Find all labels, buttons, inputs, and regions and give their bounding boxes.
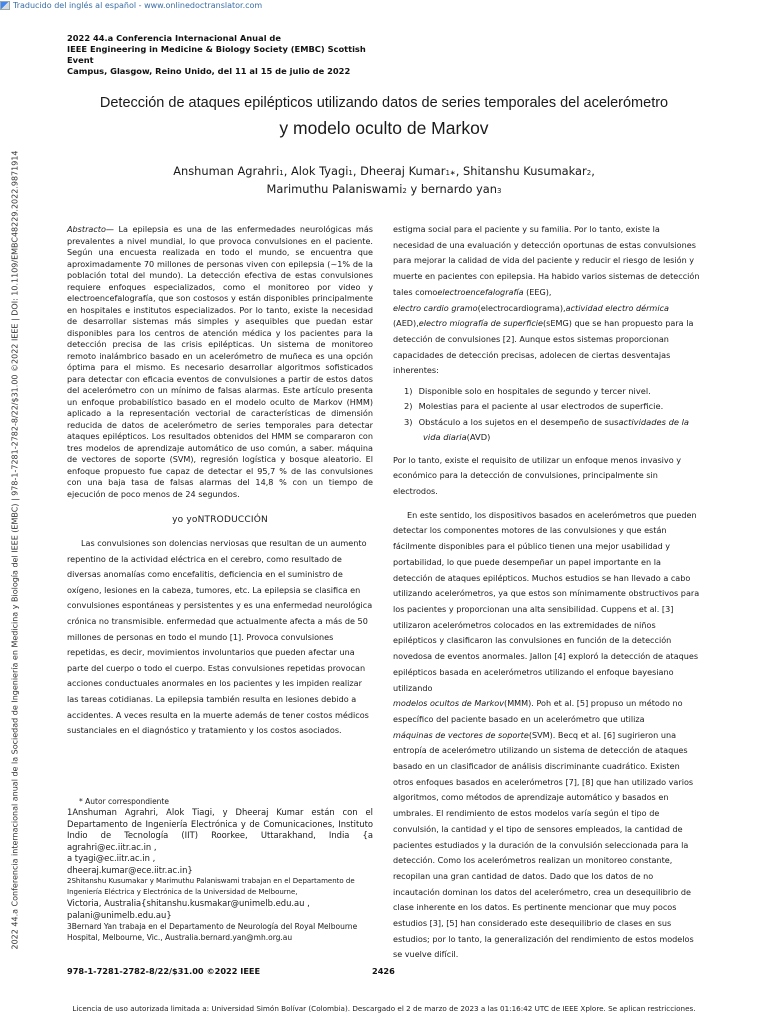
author-affiliation-mark: 2 — [586, 169, 592, 177]
text-run: (AED), — [393, 318, 419, 329]
google-translate-icon — [0, 1, 10, 10]
abstract — [67, 224, 373, 500]
paper-title-line-1: Detección de ataques epilépticos utilizando datos de series temporales del acelerómetro — [99, 95, 669, 111]
conference-line-3: Campus, Glasgow, Reino Unido, del 11 al 15 de julio de 2022 — [67, 66, 351, 76]
italic-term: actividades de la — [618, 416, 689, 427]
list-number: 2) — [404, 401, 413, 412]
list-item — [404, 399, 701, 414]
text-run: (EEG), — [523, 286, 552, 297]
introduction-paragraph: Las convulsiones son dolencias nerviosas que resultan de un aumento repentino de la actividad eléctrica en el cerebro, como resultado de diversas anomalías como encefalitis, deficiencia en el suministro de oxígeno, lesiones en la cabeza, tumores, etc. La epilepsia se clasifica en convulsiones espontáneas y persistentes y es una enfermedad neurológica crónica no transmisible. enfermedad que actualmente afecta a más de 50 millones de personas en todo el mundo [1]. Provoca convulsiones repetidas, es decir, movimientos involuntarios que pueden afectar una parte del cuerpo o todo el cuerpo. Estas convulsiones repetidas provocan acciones conductuales anormales en los pacientes y les impiden realizar las tareas cotidianas. La epilepsia también resulta en lesiones debido a accidentes. A veces resulta en la muerte además de tener costos médicos sustanciales en el diagnóstico y tratamiento y los costos asociados. — [67, 538, 373, 736]
author-name: y bernardo yan — [410, 182, 497, 196]
footnote-email-1: a tyagi@ec.iitr.ac.in , — [67, 853, 156, 863]
right-paragraph-3 — [393, 508, 701, 963]
italic-term: electro miografía de superficie — [418, 318, 543, 329]
page-number: 2426 — [372, 966, 395, 976]
license-notice: Licencia de uso autorizada limitada a: Universidad Simón Bolívar (Colombia). Descargado el 2 de marzo de 2023 a las 01:16:42 UTC de IEEE Xplore. Se aplican restricciones. — [72, 1004, 696, 1013]
footnote-affiliation-3: 3Bernard Yan trabaja en el Departamento de Neurología del Royal Melbourne Hospital, Melbourne, Vic., Australia.bernard.yan@mh.org.au — [67, 922, 358, 942]
author-affiliation-mark: 3 — [497, 187, 502, 195]
side-citation-strip — [4, 150, 26, 950]
author-affiliation-mark: 1 — [279, 169, 284, 177]
author-name: , Alok Tyagi — [283, 164, 349, 178]
list-number: 1) — [404, 386, 413, 397]
author-affiliation-mark: 2 — [402, 187, 407, 195]
list-text: (AVD) — [466, 432, 491, 443]
list-item — [404, 415, 701, 446]
text-run: (electrocardiograma), — [477, 302, 566, 313]
author-name: , Dheeraj Kumar — [352, 164, 446, 178]
footnote-email-3: Victoria, Australia{shitanshu.kusmakar@unimelb.edu.au , — [67, 898, 310, 908]
conference-line-2: IEEE Engineering in Medicine & Biology Society (EMBC) Scottish Event — [67, 44, 366, 65]
author-separator: , — [591, 164, 595, 178]
right-paragraph-2: Por lo tanto, existe el requisito de utilizar un enfoque menos invasivo y económico para la detección de convulsiones, principalmente sin electrodos. — [393, 454, 682, 497]
paper-title-line-2: y modelo oculto de Markov — [279, 118, 489, 138]
author-affiliation-mark: 1 — [348, 169, 353, 177]
right-paragraph-1 — [393, 222, 701, 379]
author-list-line-2 — [40, 180, 728, 200]
disadvantages-list — [404, 384, 701, 446]
text-run: (SVM). Becq et al. [6] sugirieron una entropía de acelerómetro utilizando un sistema de detección de ataques basado en un clasificador de análisis discriminante cuadrático. Existen otros enfoques basados en acelerómetros [7], [8] que han utilizado varios algoritmos, como métodos de aprendizaje automático y basados en umbrales. El rendimiento de estos modelos varía según el tipo de convulsión, la cantidad y el tipo de sensores empleados, la cantidad de pacientes estudiados y la duración de la convulsión seleccionada para la detección. Como los acelerómetros realizan un monitoreo constante, recopilan una gran cantidad de datos. Dado que los datos de no incautación dominan los datos del acelerómetro, crea un desequilibrio de clase inherente en los datos. Es pertinente mencionar que muy pocos estudios [3], [5] han considerado este desequilibrio de clases en sus estudios; por lo tanto, la generalización del rendimiento de estos modelos se vuelve difícil. — [393, 729, 694, 960]
abstract-label: Abstracto— — [67, 224, 115, 234]
author-name: Marimuthu Palaniswami — [266, 182, 403, 196]
conference-line-1: 2022 44.a Conferencia Internacional Anual de — [67, 33, 281, 43]
left-column — [67, 224, 373, 739]
author-list-line-1 — [40, 162, 728, 182]
list-text: Disponible solo en hospitales de segundo y tercer nivel. — [418, 386, 651, 397]
italic-term: modelos ocultos de Markov — [393, 698, 505, 709]
italic-term: electro cardio gramo — [393, 302, 478, 313]
text-run: estigma social para el paciente y su familia. Por lo tanto, existe la necesidad de una evaluación y detección oportunas de estas convulsiones para mejorar la calidad de vida del paciente y reducir el riesgo de lesión y muerte en pacientes con epilepsia. Ha habido varios sistemas de detección tales como — [393, 224, 700, 297]
list-item — [404, 384, 701, 399]
text-run: (MMM). Poh et al. [5] propuso un método no específico del paciente basado en un acelerómetro que utiliza — [393, 698, 683, 724]
footnote-email-2: dheeraj.kumar@ece.iitr.ac.in} — [67, 864, 193, 875]
footnote-email-4: palani@unimelb.edu.au} — [67, 909, 172, 920]
footnotes — [67, 796, 373, 943]
author-affiliation-mark: 1∗ — [445, 169, 456, 177]
footnote-affiliation-2: 2Shitanshu Kusumakar y Marimuthu Palaniswami trabajan en el Departamento de Ingeniería Eléctrica y Electrónica de la Universidad de Melbourne, — [67, 877, 355, 896]
conference-header — [67, 33, 387, 77]
side-citation-text: 2022 44.a Conferencia internacional anual de la Sociedad de Ingeniería en Medicina y Biología del IEEE (EMBC) | 978-1-7281-2782-8/22/$31.00 ©2022 IEEE | DOI: 10.1109/EMBC48229.2022.9871914 — [10, 150, 20, 950]
italic-term: máquinas de vectores de soporte — [393, 729, 529, 740]
footnote-affiliation-1: 1Anshuman Agrahri, Alok Tiagi, y Dheeraj Kumar están con el Departamento de Ingeniería Electrónica y de Comunicaciones, Instituto Indio de Tecnología (IIT) Roorkee, Uttarakhand, India {a agrahri@ec.iitr.ac.in , — [67, 807, 373, 852]
right-column — [393, 222, 701, 963]
author-name: , Shitanshu Kusumakar — [455, 164, 587, 178]
text-run: En este sentido, los dispositivos basados en acelerómetros que pueden detectar los componentes motores de las convulsiones y que están fácilmente disponibles para el público tienen una mejor usabilidad y portabilidad, lo que puede desempeñar un papel importante en la detección de ataques epilépticos. Muchos estudios se han llevado a cabo utilizando acelerómetros, ya que estos son mínimamente obstructivos para los pacientes y proporcionan una alta sensibilidad. Cuppens et al. [3] utilizaron acelerómetros colocados en las extremidades de niños epilépticos y clasificaron las convulsiones en función de la detección novedosa de eventos anormales. Jallon [4] exploró la detección de ataques epilépticos basada en acelerómetros utilizando el enfoque bayesiano utilizando — [393, 509, 700, 693]
italic-term: vida diaria — [423, 432, 467, 443]
translator-banner[interactable] — [0, 0, 262, 11]
italic-term: electroencefalografía — [437, 286, 524, 297]
list-text: Molestias para el paciente al usar electrodos de superficie. — [418, 401, 664, 412]
list-continuation — [404, 430, 490, 445]
footer-isbn: 978-1-7281-2782-8/22/$31.00 ©2022 IEEE — [67, 966, 261, 976]
italic-term: actividad electro dérmica — [565, 302, 669, 313]
text-run: (sEMG) que se han propuesto para la detección de convulsiones [2]. Aunque estos sistemas proporcionan capacidades de detección precisas, adolecen de ciertas desventajas inherentes: — [393, 318, 694, 376]
list-number: 3) — [404, 416, 413, 427]
section-heading-introduction: yo yoNTRODUCCIÓN — [172, 515, 268, 525]
abstract-text: La epilepsia es una de las enfermedades neurológicas más prevalentes a nivel mundial, lo que provoca convulsiones en el paciente. Según una encuesta realizada en todo el mundo, se encuentra que aproximadamente 70 millones de personas viven con epilepsia (~1% de la población total del mundo). La detección efectiva de estas convulsiones requiere enfoques especializados, como el monitoreo por video y electroencefalografía, que son costosos y están disponibles principalmente en hospitales e institutos especializados. Por lo tanto, existe la necesidad de desarrollar sistemas más simples y asequibles que puedan estar disponibles para los centros de atención médica y los pacientes para la detección precisa de las crisis epilépticas. Un sistema de monitoreo remoto inalámbrico basado en un acelerómetro de muñeca es una opción óptima para el mismo. Es necesario desarrollar algoritmos sofisticados para detectar con eficacia eventos de convulsiones a partir de estos datos del acelerómetro con un mínimo de falsas alarmas. Este artículo presenta un enfoque probabilístico basado en el modelo oculto de Markov (HMM) aplicado a la representación vectorial de características de dimensión reducida de datos de acelerómetro de series temporales para detectar ataques epilépticos. Los resultados obtenidos del HMM se compararon con tres modelos de aprendizaje automático de uso común, a saber. máquina de vectores de soporte (SVM), regresión logística y bosque aleatorio. El enfoque propuesto fue capaz de detectar el 95,7 % de las convulsiones con una baja tasa de falsas alarmas del 14,8 % con un tiempo de ejecución de poco menos de 24 segundos. — [67, 224, 373, 499]
author-name: Anshuman Agrahri — [173, 164, 280, 178]
list-text: Obstáculo a los sujetos en el desempeño de sus — [418, 416, 619, 427]
footnote-corresponding: * Autor correspondiente — [79, 797, 169, 806]
translator-link[interactable]: Traducido del inglés al español - www.onlinedoctranslator.com — [13, 1, 263, 10]
